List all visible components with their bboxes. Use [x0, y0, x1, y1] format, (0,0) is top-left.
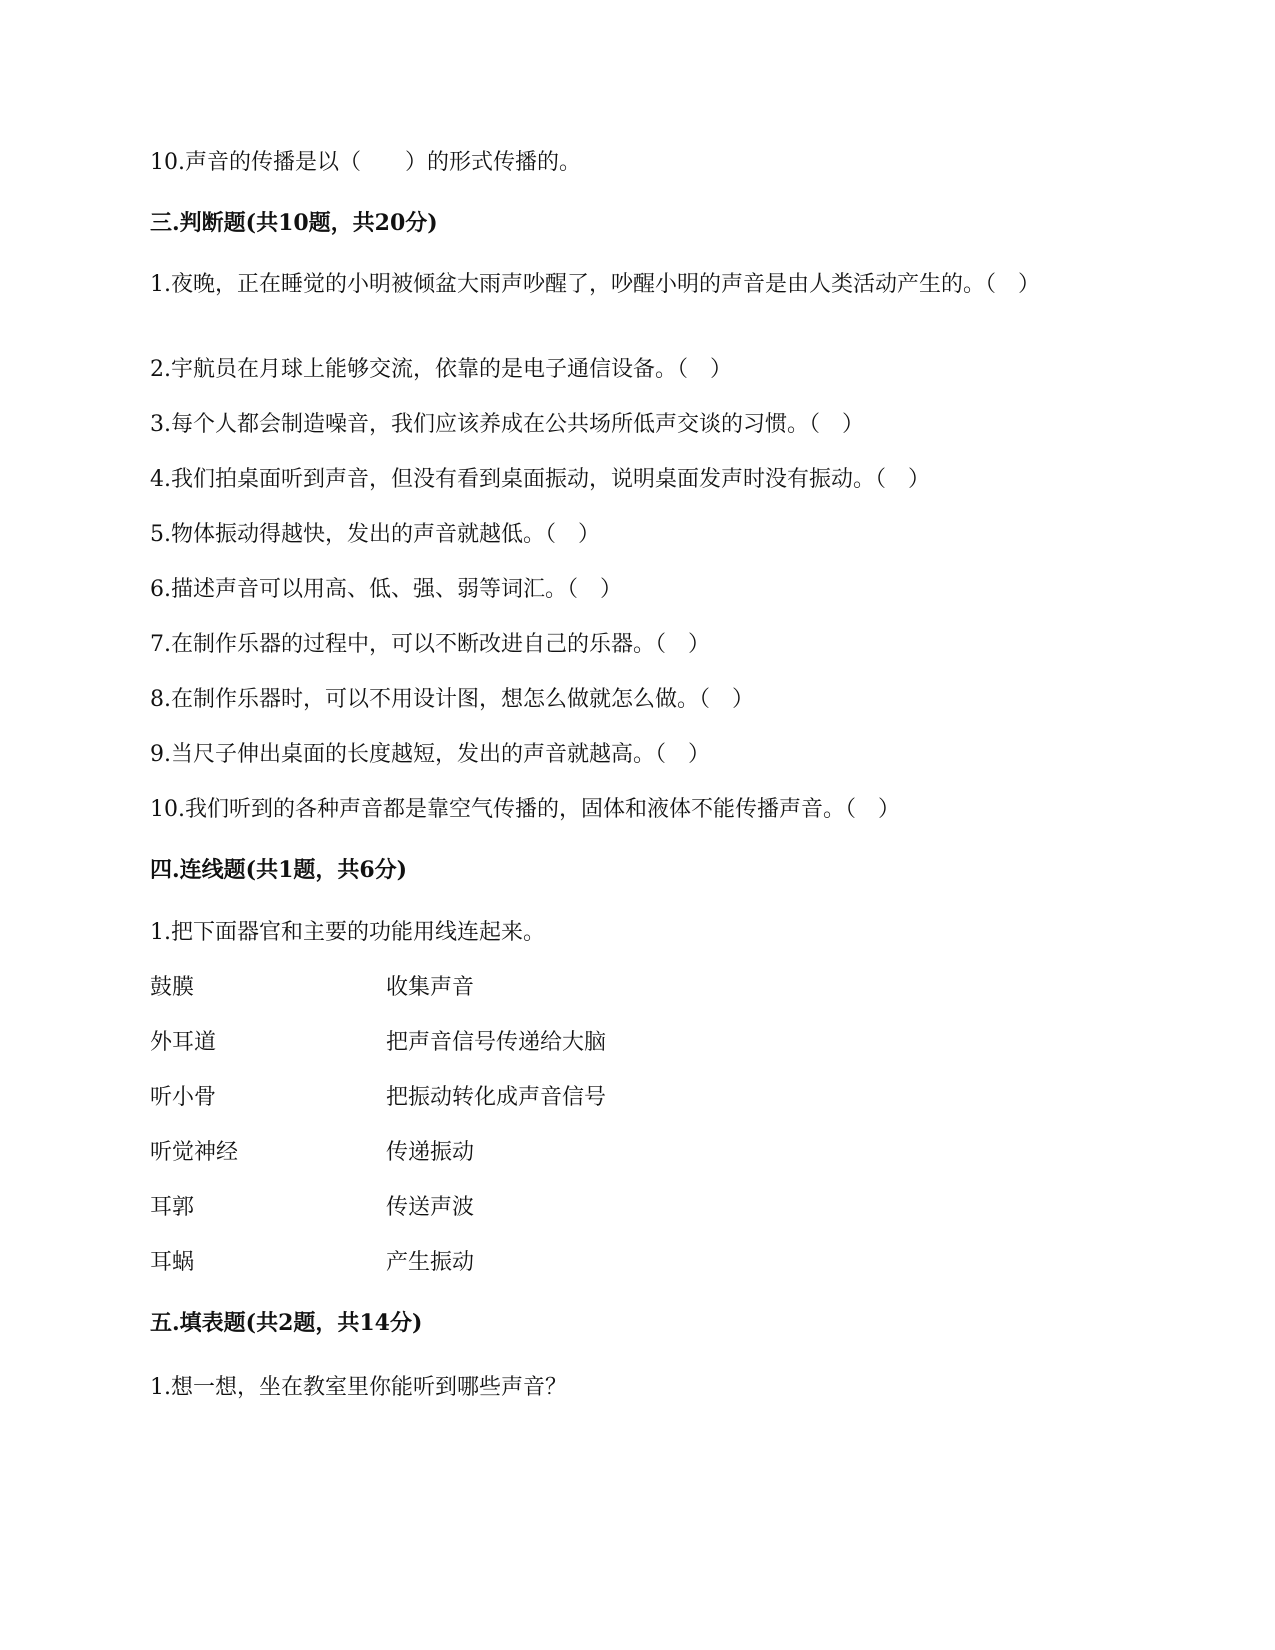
true-false-question-5: 5.物体振动得越快，发出的声音就越低。（ ） — [150, 522, 600, 547]
true-false-question-1: 1.夜晚，正在睡觉的小明被倾盆大雨声吵醒了，吵醒小明的声音是由人类活动产生的。（ ） — [150, 272, 1040, 297]
section-heading-matching: 四.连线题(共1题，共6分) — [150, 857, 408, 883]
section-heading-true-false: 三.判断题(共10题，共20分) — [150, 210, 438, 236]
true-false-question-9: 9.当尺子伸出桌面的长度越短，发出的声音就越高。（ ） — [150, 742, 710, 767]
fill-blank-question-10: 10.声音的传播是以（ ）的形式传播的。 — [150, 150, 581, 175]
true-false-question-2: 2.宇航员在月球上能够交流，依靠的是电子通信设备。（ ） — [150, 357, 732, 382]
organ-label: 鼓膜 — [150, 975, 195, 1000]
organ-label: 听小骨 — [150, 1085, 217, 1110]
fill-table-question-1: 1.想一想，坐在教室里你能听到哪些声音？ — [150, 1375, 567, 1400]
organ-label: 耳郭 — [150, 1195, 195, 1220]
true-false-question-3: 3.每个人都会制造噪音，我们应该养成在公共场所低声交谈的习惯。（ ） — [150, 412, 864, 437]
function-label: 收集声音 — [386, 975, 475, 1000]
function-label: 把声音信号传递给大脑 — [386, 1030, 607, 1055]
matching-question-1: 1.把下面器官和主要的功能用线连起来。 — [150, 920, 545, 945]
function-label: 传送声波 — [386, 1195, 475, 1220]
function-label: 传递振动 — [386, 1140, 475, 1165]
function-label: 产生振动 — [386, 1250, 475, 1275]
function-label: 把振动转化成声音信号 — [386, 1085, 607, 1110]
organ-label: 外耳道 — [150, 1030, 217, 1055]
true-false-question-10: 10.我们听到的各种声音都是靠空气传播的，固体和液体不能传播声音。（ ） — [150, 797, 900, 822]
true-false-question-6: 6.描述声音可以用高、低、强、弱等词汇。（ ） — [150, 577, 622, 602]
true-false-question-7: 7.在制作乐器的过程中，可以不断改进自己的乐器。（ ） — [150, 632, 710, 657]
section-heading-fill-table: 五.填表题(共2题，共14分) — [150, 1310, 423, 1336]
organ-label: 耳蜗 — [150, 1250, 195, 1275]
organ-label: 听觉神经 — [150, 1140, 239, 1165]
true-false-question-8: 8.在制作乐器时，可以不用设计图，想怎么做就怎么做。（ ） — [150, 687, 754, 712]
true-false-question-4: 4.我们拍桌面听到声音，但没有看到桌面振动，说明桌面发声时没有振动。（ ） — [150, 467, 930, 492]
